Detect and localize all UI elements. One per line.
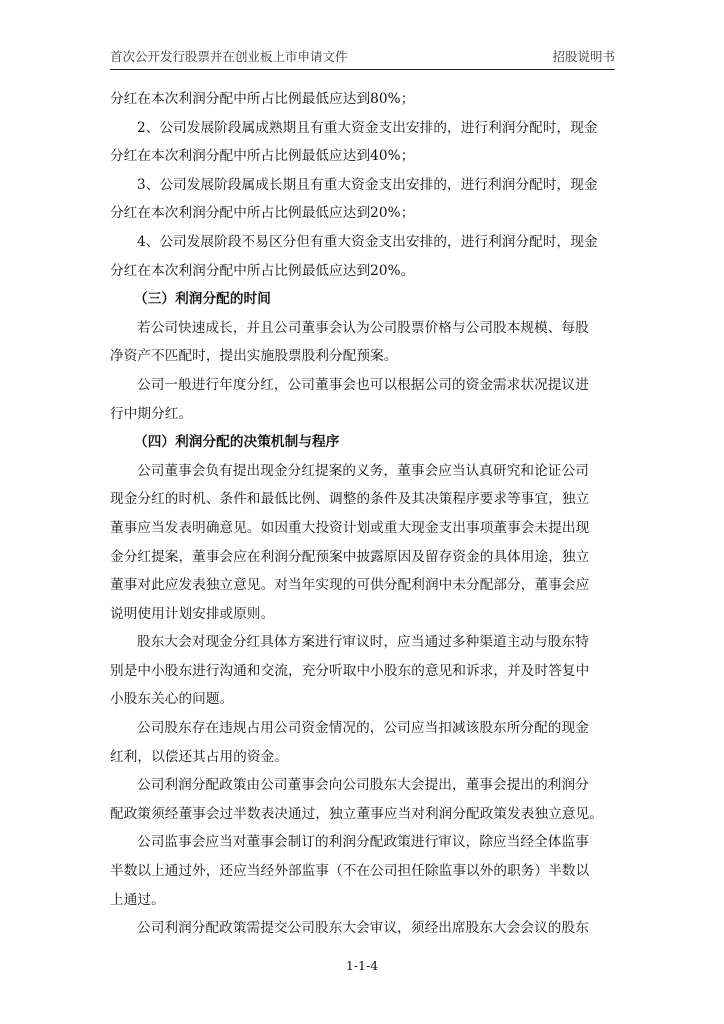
text-line: 董事应当发表明确意见。如因重大投资计划或重大现金支出事项董事会未提出现 <box>110 519 590 536</box>
text-line: 分红在本次利润分配中所占比例最低应达到80%； <box>110 91 415 107</box>
text-line: 金分红提案，董事会应在利润分配预案中披露原因及留存资金的具体用途，独立 <box>110 548 590 565</box>
text-line: 小股东关心的问题。 <box>110 691 234 708</box>
text-line: 分红在本次利润分配中所占比例最低应达到40%； <box>110 148 415 165</box>
text-line: 净资产不匹配时，提出实施股票股利分配预案。 <box>110 348 398 365</box>
text-line: 若公司快速成长，并且公司董事会认为公司股票价格与公司股本规模、每股 <box>137 319 589 336</box>
text-line: 股东大会对现金分红具体方案进行审议时，应当通过多种渠道主动与股东特 <box>137 634 589 651</box>
text-line: 3、公司发展阶段属成长期且有重大资金支出安排的，进行利润分配时，现金 <box>137 176 598 193</box>
text-line: 说明使用计划安排或原则。 <box>110 605 275 622</box>
text-line: 公司股东存在违规占用公司资金情况的，公司应当扣减该股东所分配的现金 <box>137 720 589 737</box>
text-line: 公司董事会负有提出现金分红提案的义务，董事会应当认真研究和论证公司 <box>137 462 589 479</box>
section-heading: （四）利润分配的决策机制与程序 <box>134 434 340 451</box>
section-heading: （三）利润分配的时间 <box>134 291 271 308</box>
body-text <box>110 85 615 943</box>
page-header <box>110 47 615 70</box>
text-line: 分红在本次利润分配中所占比例最低应达到20%。 <box>110 262 415 279</box>
page-number: 1-1-4 <box>345 958 379 973</box>
document-title: 首次公开发行股票并在创业板上市申请文件 <box>110 49 348 64</box>
text-line: 别是中小股东进行沟通和交流，充分听取中小股东的意见和诉求，并及时答复中 <box>110 662 590 679</box>
text-line: 公司利润分配政策需提交公司股东大会审议，须经出席股东大会会议的股东 <box>137 920 589 937</box>
document-type: 招股说明书 <box>552 49 615 64</box>
text-line: 半数以上通过外，还应当经外部监事（不在公司担任除监事以外的职务）半数以 <box>110 863 590 880</box>
text-line: 公司监事会应当对董事会制订的利润分配政策进行审议，除应当经全体监事 <box>137 834 589 851</box>
text-line: 红利，以偿还其占用的资金。 <box>110 748 289 765</box>
text-line: 公司一般进行年度分红，公司董事会也可以根据公司的资金需求状况提议进 <box>137 376 589 393</box>
text-line: 配政策须经董事会过半数表决通过，独立董事应当对利润分配政策发表独立意见。 <box>110 805 603 822</box>
text-line: 现金分红的时机、条件和最低比例、调整的条件及其决策程序要求等事宜，独立 <box>110 491 590 508</box>
text-line: 4、公司发展阶段不易区分但有重大资金支出安排的，进行利润分配时，现金 <box>137 233 598 250</box>
text-line: 行中期分红。 <box>110 405 193 422</box>
text-line: 董事对此应发表独立意见。对当年实现的可供分配利润中未分配部分，董事会应 <box>110 577 590 594</box>
text-line: 2、公司发展阶段属成熟期且有重大资金支出安排的，进行利润分配时，现金 <box>137 119 598 136</box>
text-line: 上通过。 <box>110 891 165 908</box>
text-line: 分红在本次利润分配中所占比例最低应达到20%； <box>110 205 415 222</box>
text-line: 公司利润分配政策由公司董事会向公司股东大会提出，董事会提出的利润分 <box>137 777 589 794</box>
